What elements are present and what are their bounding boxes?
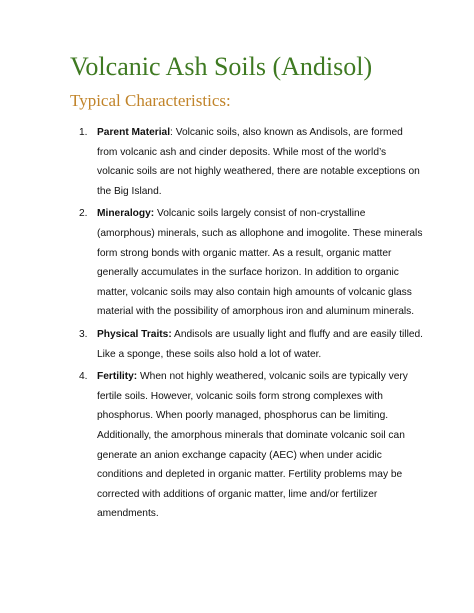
list-item-number: 4.	[79, 371, 88, 383]
list-item-number: 3.	[79, 328, 88, 340]
list-item-label: Parent Material	[97, 127, 171, 138]
list-item-parent-material	[79, 123, 424, 201]
list-item-text: When not highly weathered, volcanic soils are typically very fertile soils. However, volcanic soils form strong complexes with phosphorus. When poorly managed, phosphorus can be limiting. Additionally, the amorphous minerals that dominate volcanic soil can generate an anion exchange capacity (AEC) when under acidic conditions and depleted in organic matter. Fertility problems may be corrected with additions of organic matter, lime and/or fertilizer amendments.	[97, 371, 408, 520]
list-item-number: 2.	[79, 208, 88, 220]
characteristics-list	[79, 123, 424, 527]
list-item-mineralogy	[79, 204, 424, 322]
page-title: Volcanic Ash Soils (Andisol)	[70, 52, 373, 81]
list-item-text: Volcanic soils, also known as Andisols, are formed from volcanic ash and cinder deposits. While most of the world’s volcanic soils are not highly weathered, there are notable exceptions on the Big Island.	[97, 127, 420, 197]
list-item-number: 1.	[79, 127, 88, 138]
list-item-physical-traits	[79, 325, 424, 364]
list-item-fertility	[79, 367, 424, 524]
list-item-label: Physical Traits:	[97, 328, 172, 340]
list-item-separator: :	[170, 127, 173, 138]
section-heading: Typical Characteristics:	[70, 91, 231, 110]
list-item-label: Mineralogy:	[97, 208, 155, 220]
list-item-text: Volcanic soils largely consist of non-crystalline (amorphous) minerals, such as allophone and imogolite. These minerals form strong bonds with organic matter. As a result, organic matter generally accumulates in the surface horizon. In addition to organic matter, volcanic soils may also contain high amounts of volcanic glass material with the possibility of amorphous iron and aluminum minerals.	[97, 208, 423, 318]
list-item-text: Andisols are usually light and fluffy and are easily tilled. Like a sponge, these soils also hold a lot of water.	[97, 328, 423, 360]
list-item-label: Fertility:	[97, 371, 138, 383]
